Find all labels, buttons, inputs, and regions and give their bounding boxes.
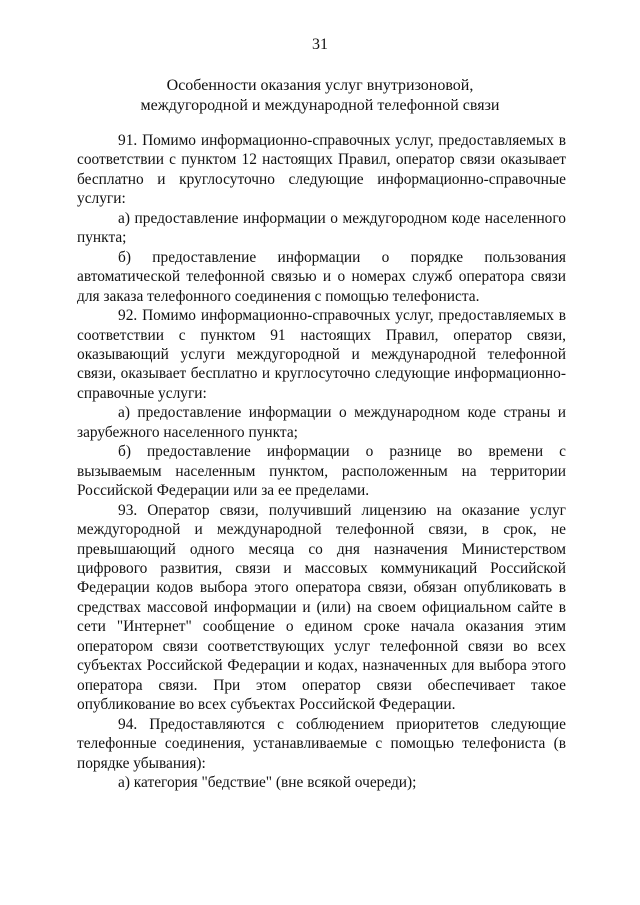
paragraph-91-b: б) предоставление информации о порядке пользования автоматической телефонной связью и о номерах служб оператора связи для заказа телефонного соединения с помощью телефониста.: [77, 248, 566, 305]
paragraph-91-a: а) предоставление информации о междугородном коде населенного пункта;: [77, 209, 566, 247]
paragraph-92-b: б) предоставление информации о разнице во времени с вызываемым населенным пунктом, расположенным на территории Российской Федерации или за ее пределами.: [77, 443, 566, 500]
heading-line-2: междугородной и международной телефонной связи: [140, 97, 500, 114]
section-heading: [0, 76, 640, 116]
paragraph-94: 94. Предоставляются с соблюдением приоритетов следующие телефонные соединения, устанавливаемые с помощью телефониста (в порядке убывания):: [77, 715, 566, 772]
paragraph-92-a: а) предоставление информации о международном коде страны и зарубежного населенного пункта;: [77, 404, 566, 441]
paragraph-94-a: а) категория "бедствие" (вне всякой очереди);: [118, 773, 417, 791]
document-body: [77, 131, 566, 792]
page-number: 31: [312, 36, 328, 53]
heading-line-1: Особенности оказания услуг внутризоновой,: [166, 77, 474, 94]
paragraph-91: 91. Помимо информационно-справочных услуг, предоставляемых в соответствии с пунктом 12 настоящих Правил, оператор связи оказывает бесплатно и круглосуточно следующие информационно-справочные услуги:: [77, 132, 566, 208]
paragraph-92: 92. Помимо информационно-справочных услуг, предоставляемых в соответствии с пунктом 91 настоящих Правил, оператор связи, оказывающий услуги междугородной и международной телефонной связи, оказывает бесплатно и круглосуточно следующие информационно-справочные услуги:: [77, 307, 566, 402]
paragraph-93: 93. Оператор связи, получивший лицензию на оказание услуг междугородной и международной телефонной связи, в срок, не превышающий одного месяца со дня назначения Министерством цифрового развития, связи и массовых коммуникаций Российской Федерации кодов выбора этого оператора связи, обязан опубликовать в средствах массовой информации и (или) на своем официальном сайте в сети "Интернет" сообщение о едином сроке начала оказания этим оператором связи соответствующих услуг телефонной связи во всех субъектах Российской Федерации и кодах, назначенных для выбора этого оператора связи. При этом оператор связи обеспечивает такое опубликование во всех субъектах Российской Федерации.: [77, 501, 566, 714]
